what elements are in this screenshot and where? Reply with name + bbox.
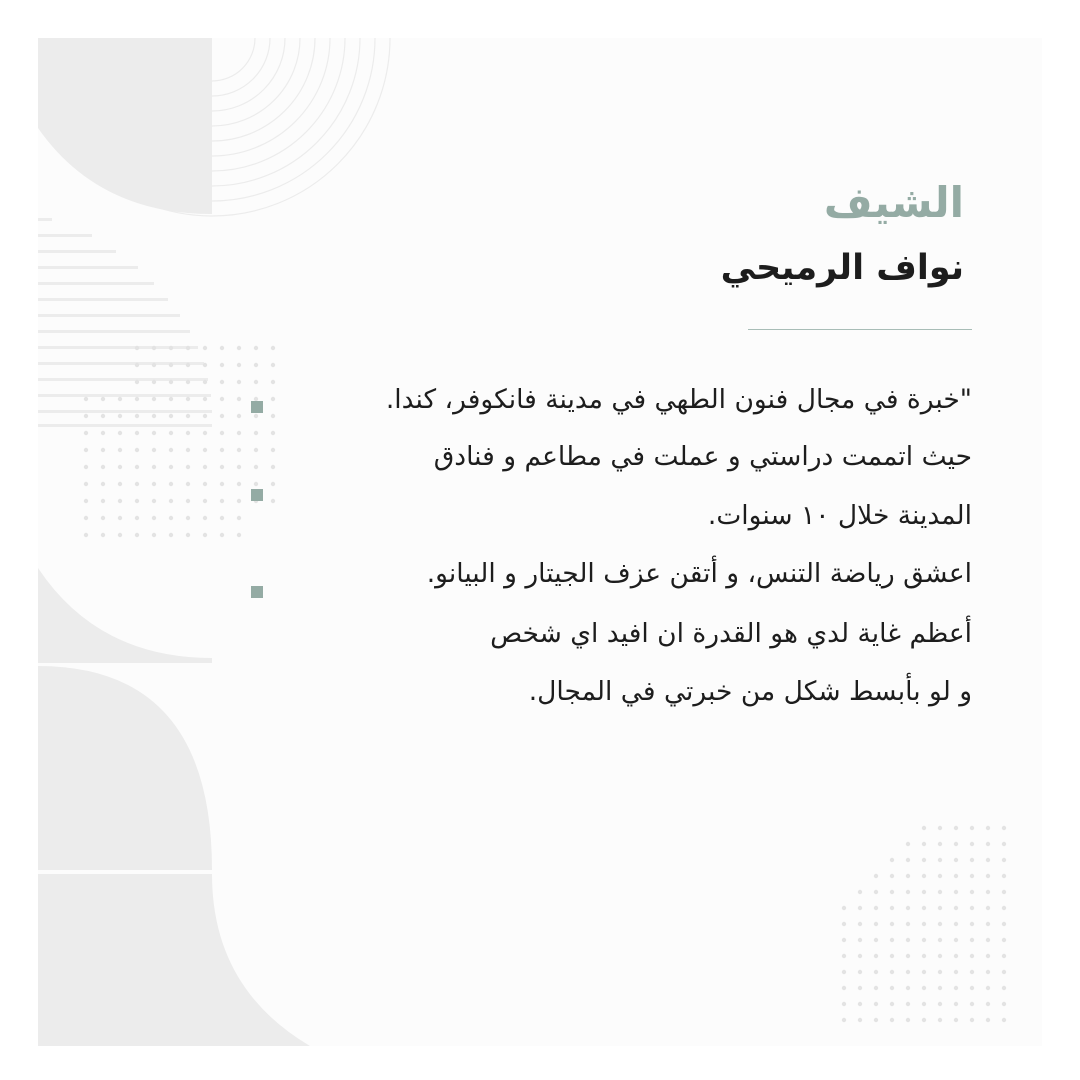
bottom-left-shape xyxy=(38,874,310,1046)
bio-line: حيث اتممت دراستي و عملت في مطاعم و فنادق xyxy=(433,441,972,472)
profile-card xyxy=(38,38,1042,1046)
bullet-marker xyxy=(251,586,263,598)
bio-line: "خبرة في مجال فنون الطهي في مدينة فانكوفر، كندا. xyxy=(385,384,972,415)
horizontal-stripes xyxy=(38,218,212,427)
bio-line: اعشق رياضة التنس، و أتقن عزف الجيتار و البيانو. xyxy=(426,558,972,589)
chef-name: نواف الرميحي xyxy=(720,248,964,288)
bio-line: و لو بأبسط شكل من خبرتي في المجال. xyxy=(528,676,972,707)
dot-grid-left xyxy=(84,346,275,537)
bullet-marker xyxy=(251,489,263,501)
top-left-shape xyxy=(38,38,212,214)
lower-left-shape xyxy=(38,666,212,870)
middle-left-shape xyxy=(38,568,212,663)
bullet-marker xyxy=(251,401,263,413)
divider-line xyxy=(748,329,972,330)
dot-grid-bottom-right xyxy=(842,826,1006,1022)
bio-line: المدينة خلال ١٠ سنوات. xyxy=(707,500,972,531)
page-title: الشيف xyxy=(823,178,964,227)
bio-line: أعظم غاية لدي هو القدرة ان افيد اي شخص xyxy=(490,618,972,649)
